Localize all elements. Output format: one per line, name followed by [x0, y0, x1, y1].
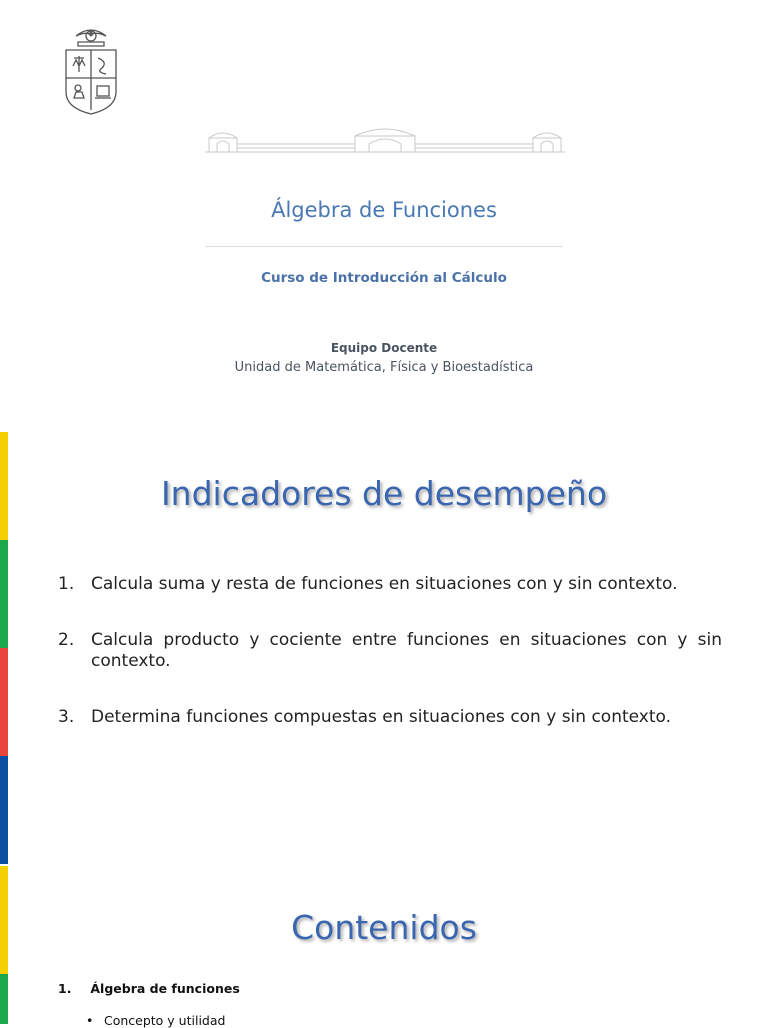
list-item	[58, 707, 722, 728]
indicators-heading: Indicadores de desempeño	[160, 474, 608, 513]
item-text: Calcula suma y resta de funciones en situaciones con y sin contexto.	[91, 574, 678, 594]
item-text: Calcula producto y cociente entre funciones en situaciones con y sin contexto.	[91, 630, 722, 671]
unit-name: Unidad de Matemática, Física y Bioestadística	[234, 360, 534, 375]
team-label: Equipo Docente	[330, 341, 438, 355]
item-number: 3.	[58, 707, 75, 727]
list-item	[58, 981, 718, 996]
sub-item-text: Concepto y utilidad	[103, 1013, 226, 1028]
item-number: 1.	[58, 981, 72, 996]
building-facade-icon	[205, 124, 565, 154]
contents-list	[58, 981, 718, 1028]
item-number: 1.	[58, 574, 75, 594]
course-topic-title: Álgebra de Funciones	[271, 198, 497, 222]
indicators-slide	[0, 432, 768, 862]
indicators-list	[58, 574, 722, 763]
title-divider	[205, 246, 563, 247]
item-text: Determina funciones compuestas en situaciones con y sin contexto.	[91, 707, 672, 727]
contents-heading: Contenidos	[291, 908, 477, 947]
contents-slide	[0, 866, 768, 1028]
university-crest-icon	[62, 22, 120, 116]
list-item	[58, 630, 722, 672]
item-text: Álgebra de funciones	[90, 981, 240, 996]
title-slide	[0, 0, 768, 410]
item-number: 2.	[58, 630, 75, 650]
bullet-icon: •	[86, 1013, 94, 1028]
list-item	[58, 574, 722, 595]
course-name: Curso de Introducción al Cálculo	[261, 270, 507, 286]
sub-list-item	[86, 1013, 718, 1028]
